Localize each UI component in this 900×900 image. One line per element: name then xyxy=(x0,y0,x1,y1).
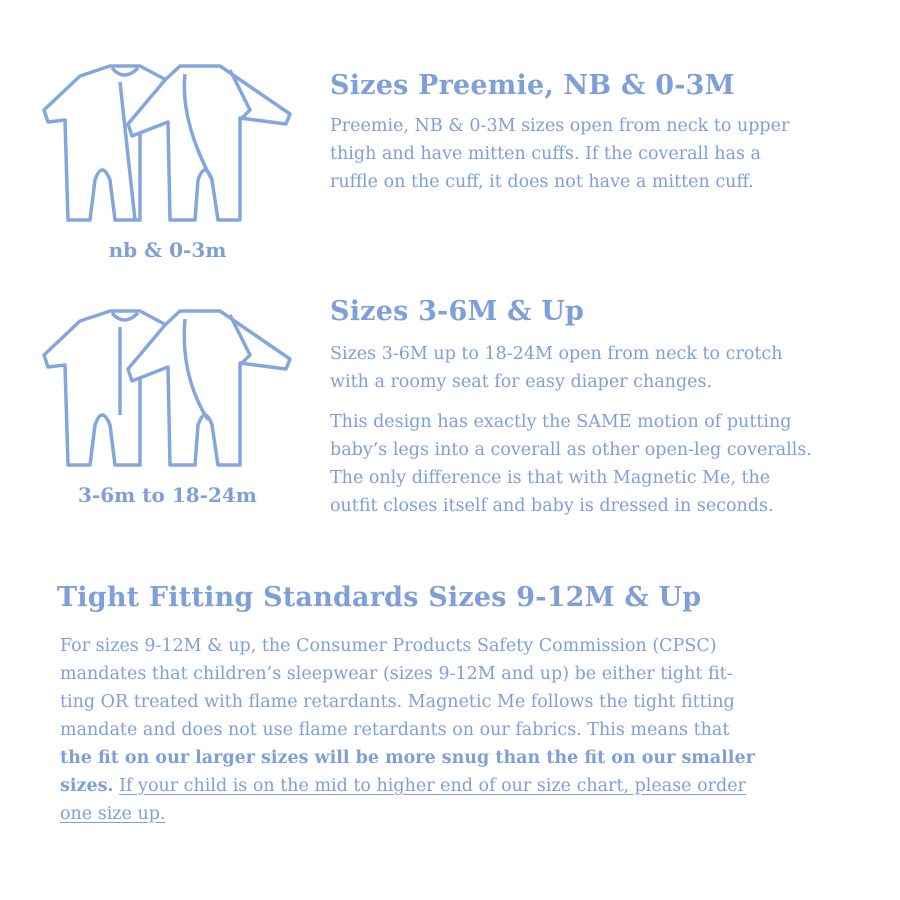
size-up-link[interactable]: If your child is on the mid to higher end of our size chart, please order xyxy=(119,776,746,796)
text-line: Preemie, NB & 0-3M sizes open from neck to upper xyxy=(330,116,790,136)
bold-text: the fit on our larger sizes will be more snug than the fit on our smaller xyxy=(60,748,755,768)
section-title-preemie: Sizes Preemie, NB & 0-3M xyxy=(330,70,735,101)
section-title-tight-fitting: Tight Fitting Standards Sizes 9-12M & Up xyxy=(57,582,702,613)
text-line: mandates that children’s sleepwear (sizes 9-12M and up) be either tight fit- xyxy=(60,664,733,684)
text-line: This design has exactly the SAME motion of putting xyxy=(330,412,792,432)
text-line: with a roomy seat for easy diaper changes. xyxy=(330,372,713,392)
size-caption-nb: nb & 0-3m xyxy=(108,238,227,262)
size-caption-3-6m: 3-6m to 18-24m xyxy=(78,483,257,507)
text-line: baby’s legs into a coverall as other open-leg coveralls. xyxy=(330,440,812,460)
size-up-link-continued[interactable]: one size up. xyxy=(60,804,166,824)
text-line: outfit closes itself and baby is dressed in seconds. xyxy=(330,496,774,516)
text-line: thigh and have mitten cuffs. If the coverall has a xyxy=(330,144,761,164)
coverall-front xyxy=(44,66,170,220)
section-text-3-6m-design xyxy=(330,408,812,520)
section-text-preemie xyxy=(330,112,789,196)
text-line: ting OR treated with flame retardants. Magnetic Me follows the tight fitting xyxy=(60,692,735,712)
text-line: For sizes 9-12M & up, the Consumer Products Safety Commission (CPSC) xyxy=(60,636,717,656)
coverall-front xyxy=(44,311,170,465)
text-line: Sizes 3-6M up to 18-24M open from neck to crotch xyxy=(330,344,783,364)
section-text-tight-fitting xyxy=(60,632,755,828)
text-line: The only difference is that with Magnetic Me, the xyxy=(330,468,771,488)
bold-text: sizes. xyxy=(60,776,114,796)
coverall-illustration-nb xyxy=(40,60,295,230)
text-line: mandate and does not use flame retardants on our fabrics. This means that xyxy=(60,720,730,740)
text-line: ruffle on the cuff, it does not have a mitten cuff. xyxy=(330,172,754,192)
section-title-3-6m: Sizes 3-6M & Up xyxy=(330,296,585,327)
coverall-illustration-3-6m xyxy=(40,305,295,475)
section-text-3-6m xyxy=(330,340,782,396)
